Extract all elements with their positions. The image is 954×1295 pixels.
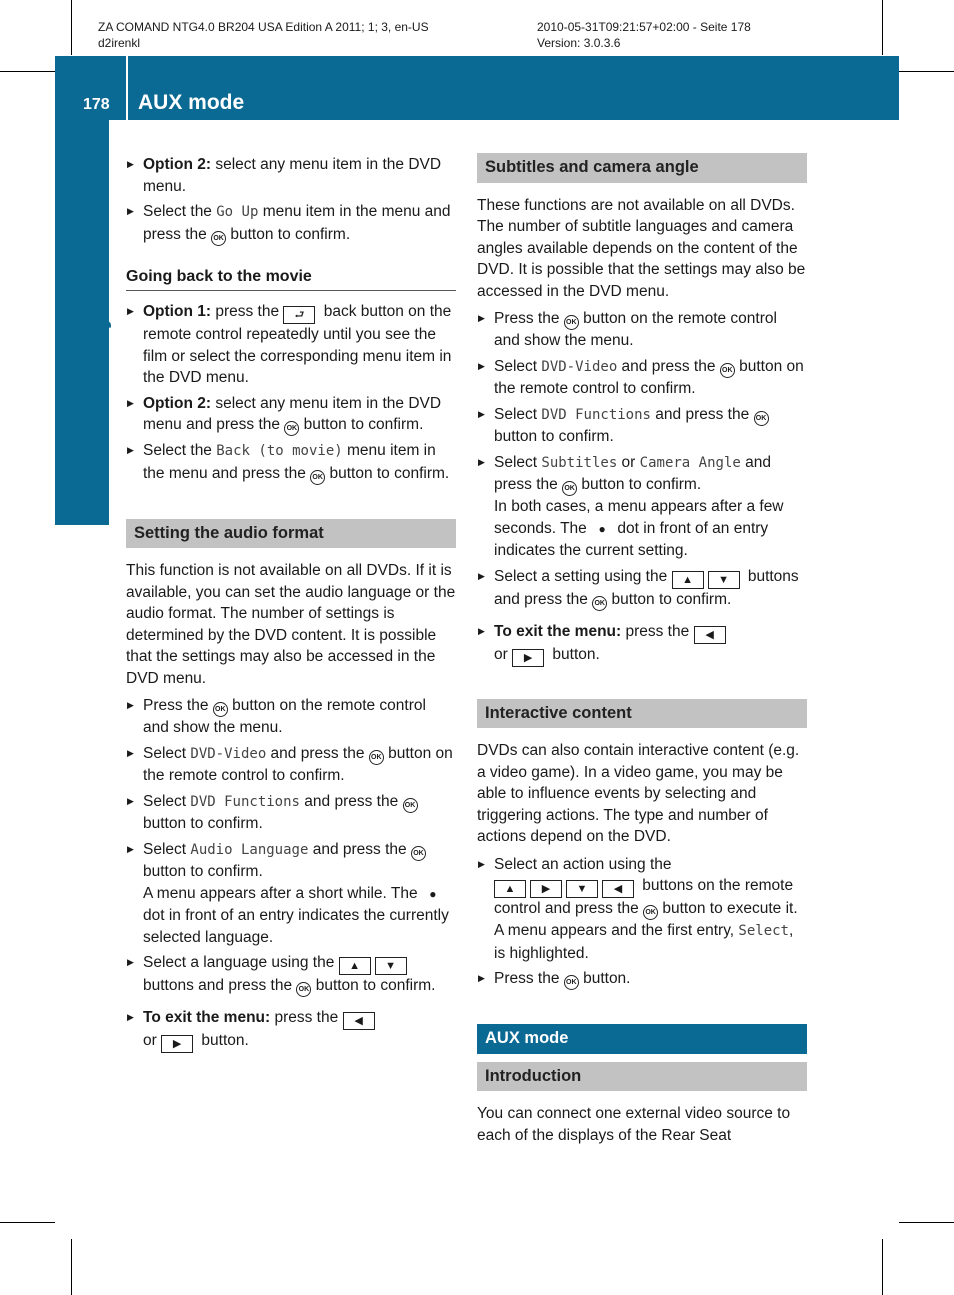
text: or	[143, 1032, 162, 1049]
text: Select the	[143, 442, 217, 459]
selection-dot-icon: ●	[429, 886, 437, 901]
left-arrow-key-icon: ◀	[602, 880, 634, 898]
ok-button-icon: OK	[411, 846, 426, 861]
subheading: Going back to the movie	[126, 266, 456, 292]
section-heading-main: AUX mode	[477, 1024, 807, 1054]
text: Select	[143, 744, 191, 762]
text: Select a setting using the	[494, 567, 672, 585]
section-side-label: Rear Seat System	[84, 255, 112, 470]
option-label: Option 2:	[143, 156, 212, 173]
text: Select	[494, 453, 542, 471]
right-column	[477, 153, 807, 1152]
meta-author: d2irenkl	[98, 36, 141, 50]
section-heading: Interactive content	[477, 699, 807, 729]
text: back button on the remote control repeatedly until you see the film or select the corresponding menu item in the DVD menu.	[143, 303, 452, 386]
text: Select	[494, 405, 542, 423]
page-header-banner	[55, 56, 899, 120]
text: dot in front of an entry indicates the currently selected language.	[143, 907, 449, 946]
crop-mark	[71, 1239, 72, 1295]
list-item	[126, 201, 456, 246]
list-item	[477, 308, 807, 352]
ok-button-icon: OK	[284, 421, 299, 436]
text: Select	[494, 357, 542, 375]
list-item	[126, 952, 456, 997]
text: and press the	[494, 453, 771, 493]
text: or	[617, 453, 640, 471]
text: menu item in the menu and press the	[143, 442, 436, 482]
right-arrow-key-icon: ▶	[161, 1035, 193, 1053]
text: button to confirm.	[226, 225, 351, 243]
section-heading: Introduction	[477, 1062, 807, 1092]
section-heading: Subtitles and camera angle	[477, 153, 807, 183]
text: button to execute it.	[658, 900, 798, 917]
menu-item-code: DVD Functions	[190, 793, 300, 810]
page-title: AUX mode	[138, 91, 245, 114]
menu-item-code: Back (to movie)	[216, 443, 343, 459]
text: and press the	[308, 840, 411, 858]
menu-item-code: Camera Angle	[639, 454, 741, 471]
meta-timestamp: 2010-05-31T09:21:57+02:00 - Seite 178	[537, 20, 751, 34]
ok-button-icon: OK	[720, 363, 735, 378]
text: select any menu item in the DVD menu.	[143, 156, 442, 195]
menu-item-code: DVD-Video	[541, 358, 618, 375]
list-item	[126, 393, 456, 437]
crop-mark	[882, 0, 883, 55]
back-button-icon: ⮐	[283, 306, 315, 324]
list-item	[126, 154, 456, 197]
left-arrow-key-icon: ◀	[694, 626, 726, 644]
list-item	[126, 839, 456, 949]
text: Press the	[494, 310, 564, 327]
text: A menu appears and the first entry,	[494, 922, 739, 939]
up-arrow-key-icon: ▲	[672, 571, 704, 589]
text: and press the	[299, 792, 403, 810]
text: button to confirm.	[577, 476, 702, 493]
text: buttons on the remote control and press the	[494, 877, 794, 917]
text: and press the	[617, 357, 720, 375]
list-item	[126, 440, 456, 485]
text: In both cases, a menu appears after a few seconds. The	[494, 498, 784, 537]
list-item	[126, 1007, 456, 1053]
ok-button-icon: OK	[369, 750, 384, 765]
menu-item-code: DVD Functions	[541, 406, 651, 423]
text: button.	[578, 970, 631, 987]
option-label: To exit the menu:	[494, 622, 622, 640]
text: button on the remote control and show the menu.	[494, 310, 777, 349]
header-divider	[126, 56, 128, 120]
crop-mark	[0, 71, 55, 72]
text: or	[494, 645, 513, 663]
ok-button-icon: OK	[564, 315, 579, 330]
selection-dot-icon: ●	[598, 521, 606, 536]
list-item	[477, 968, 807, 990]
section-heading: Setting the audio format	[126, 519, 456, 549]
meta-left	[98, 19, 429, 51]
down-arrow-key-icon: ▼	[375, 957, 407, 975]
text: Press the	[494, 970, 564, 987]
paragraph: DVDs can also contain interactive content (e.g. a video game). In a video game, you may be able to influence events by selecting and triggering actions. The type and number of actions depend on the DVD.	[477, 742, 800, 845]
text: A menu appears after a short while. The	[143, 884, 422, 902]
ok-button-icon: OK	[310, 470, 325, 485]
option-label: Option 2:	[143, 394, 212, 412]
list-item	[477, 356, 807, 400]
text: Select	[143, 840, 191, 858]
text: button to confirm.	[607, 590, 732, 608]
list-item	[477, 404, 807, 448]
ok-button-icon: OK	[592, 596, 607, 611]
meta-doc-id: ZA COMAND NTG4.0 BR204 USA Edition A 2011; 1; 3, en-US	[98, 20, 429, 34]
text: button to confirm.	[494, 428, 614, 445]
text: dot in front of an entry indicates the current setting.	[494, 519, 769, 559]
menu-item-code: Subtitles	[541, 454, 618, 471]
option-label: Option 1:	[143, 303, 212, 320]
left-column	[126, 154, 456, 1057]
ok-button-icon: OK	[564, 975, 579, 990]
ok-button-icon: OK	[211, 231, 226, 246]
text: Select an action using the	[494, 855, 672, 873]
ok-button-icon: OK	[403, 798, 418, 813]
crop-mark	[899, 1222, 954, 1223]
text: Select a language using the	[143, 954, 339, 971]
left-arrow-key-icon: ◀	[343, 1012, 375, 1030]
text: press the	[270, 1009, 343, 1026]
list-item	[477, 452, 807, 562]
text: press the	[211, 303, 284, 320]
list-item	[126, 301, 456, 389]
crop-mark	[0, 1222, 55, 1223]
option-label: To exit the menu:	[143, 1009, 271, 1026]
text: Select the	[143, 203, 217, 220]
text: button on the remote control to confirm.	[494, 357, 804, 397]
paragraph: This function is not available on all DVDs. If it is available, you can set the audio language or the audio format. The number of settings is determined by the DVD content. It is possible that the settings may also be accessed in the DVD menu.	[126, 562, 456, 687]
list-item	[126, 743, 456, 787]
text: buttons and press the	[143, 977, 297, 994]
text: Select	[143, 792, 191, 810]
ok-button-icon: OK	[562, 481, 577, 496]
page-number: 178	[83, 96, 110, 113]
text: button.	[197, 1032, 249, 1049]
list-item	[477, 621, 807, 667]
text: Press the	[143, 697, 213, 714]
list-item	[126, 791, 456, 835]
text: button to confirm.	[299, 416, 424, 433]
crop-mark	[899, 71, 954, 72]
menu-item-code: DVD-Video	[190, 745, 267, 762]
text: and press the	[650, 405, 754, 423]
up-arrow-key-icon: ▲	[339, 957, 371, 975]
text: , is highlighted.	[494, 922, 794, 962]
text: button on the remote control to confirm.	[143, 744, 453, 784]
down-arrow-key-icon: ▼	[708, 571, 740, 589]
crop-mark	[71, 0, 72, 55]
right-arrow-key-icon: ▶	[530, 880, 562, 898]
text: button to confirm.	[143, 815, 263, 832]
text: button to confirm.	[311, 977, 436, 994]
up-arrow-key-icon: ▲	[494, 880, 526, 898]
ok-button-icon: OK	[213, 702, 228, 717]
text: button to confirm.	[143, 863, 263, 880]
ok-button-icon: OK	[754, 411, 769, 426]
crop-mark	[882, 1239, 883, 1295]
meta-right	[537, 19, 751, 51]
text: menu item in the menu and press the	[143, 203, 451, 243]
text: button to confirm.	[325, 464, 450, 482]
paragraph: These functions are not available on all DVDs. The number of subtitle languages and camera angles available depends on the content of the DVD. It is possible that the settings may also be accessed in the DVD menu.	[477, 196, 806, 300]
text: select any menu item in the DVD menu and press the	[143, 394, 442, 433]
list-item	[477, 854, 807, 965]
paragraph: You can connect one external video source to each of the displays of the Rear Seat	[477, 1105, 791, 1144]
ok-button-icon: OK	[296, 982, 311, 997]
menu-item-code: Go Up	[216, 204, 259, 220]
text: and press the	[266, 744, 369, 762]
down-arrow-key-icon: ▼	[566, 880, 598, 898]
ok-button-icon: OK	[643, 905, 658, 920]
text: press the	[621, 622, 694, 640]
right-arrow-key-icon: ▶	[512, 649, 544, 667]
meta-version: Version: 3.0.3.6	[537, 36, 621, 50]
list-item	[126, 695, 456, 739]
menu-item-code: Select	[738, 923, 789, 939]
menu-item-code: Audio Language	[190, 841, 309, 858]
text: button.	[548, 645, 600, 663]
list-item	[477, 566, 807, 611]
text: buttons and press the	[494, 567, 799, 608]
text: button on the remote control and show the menu.	[143, 697, 426, 736]
